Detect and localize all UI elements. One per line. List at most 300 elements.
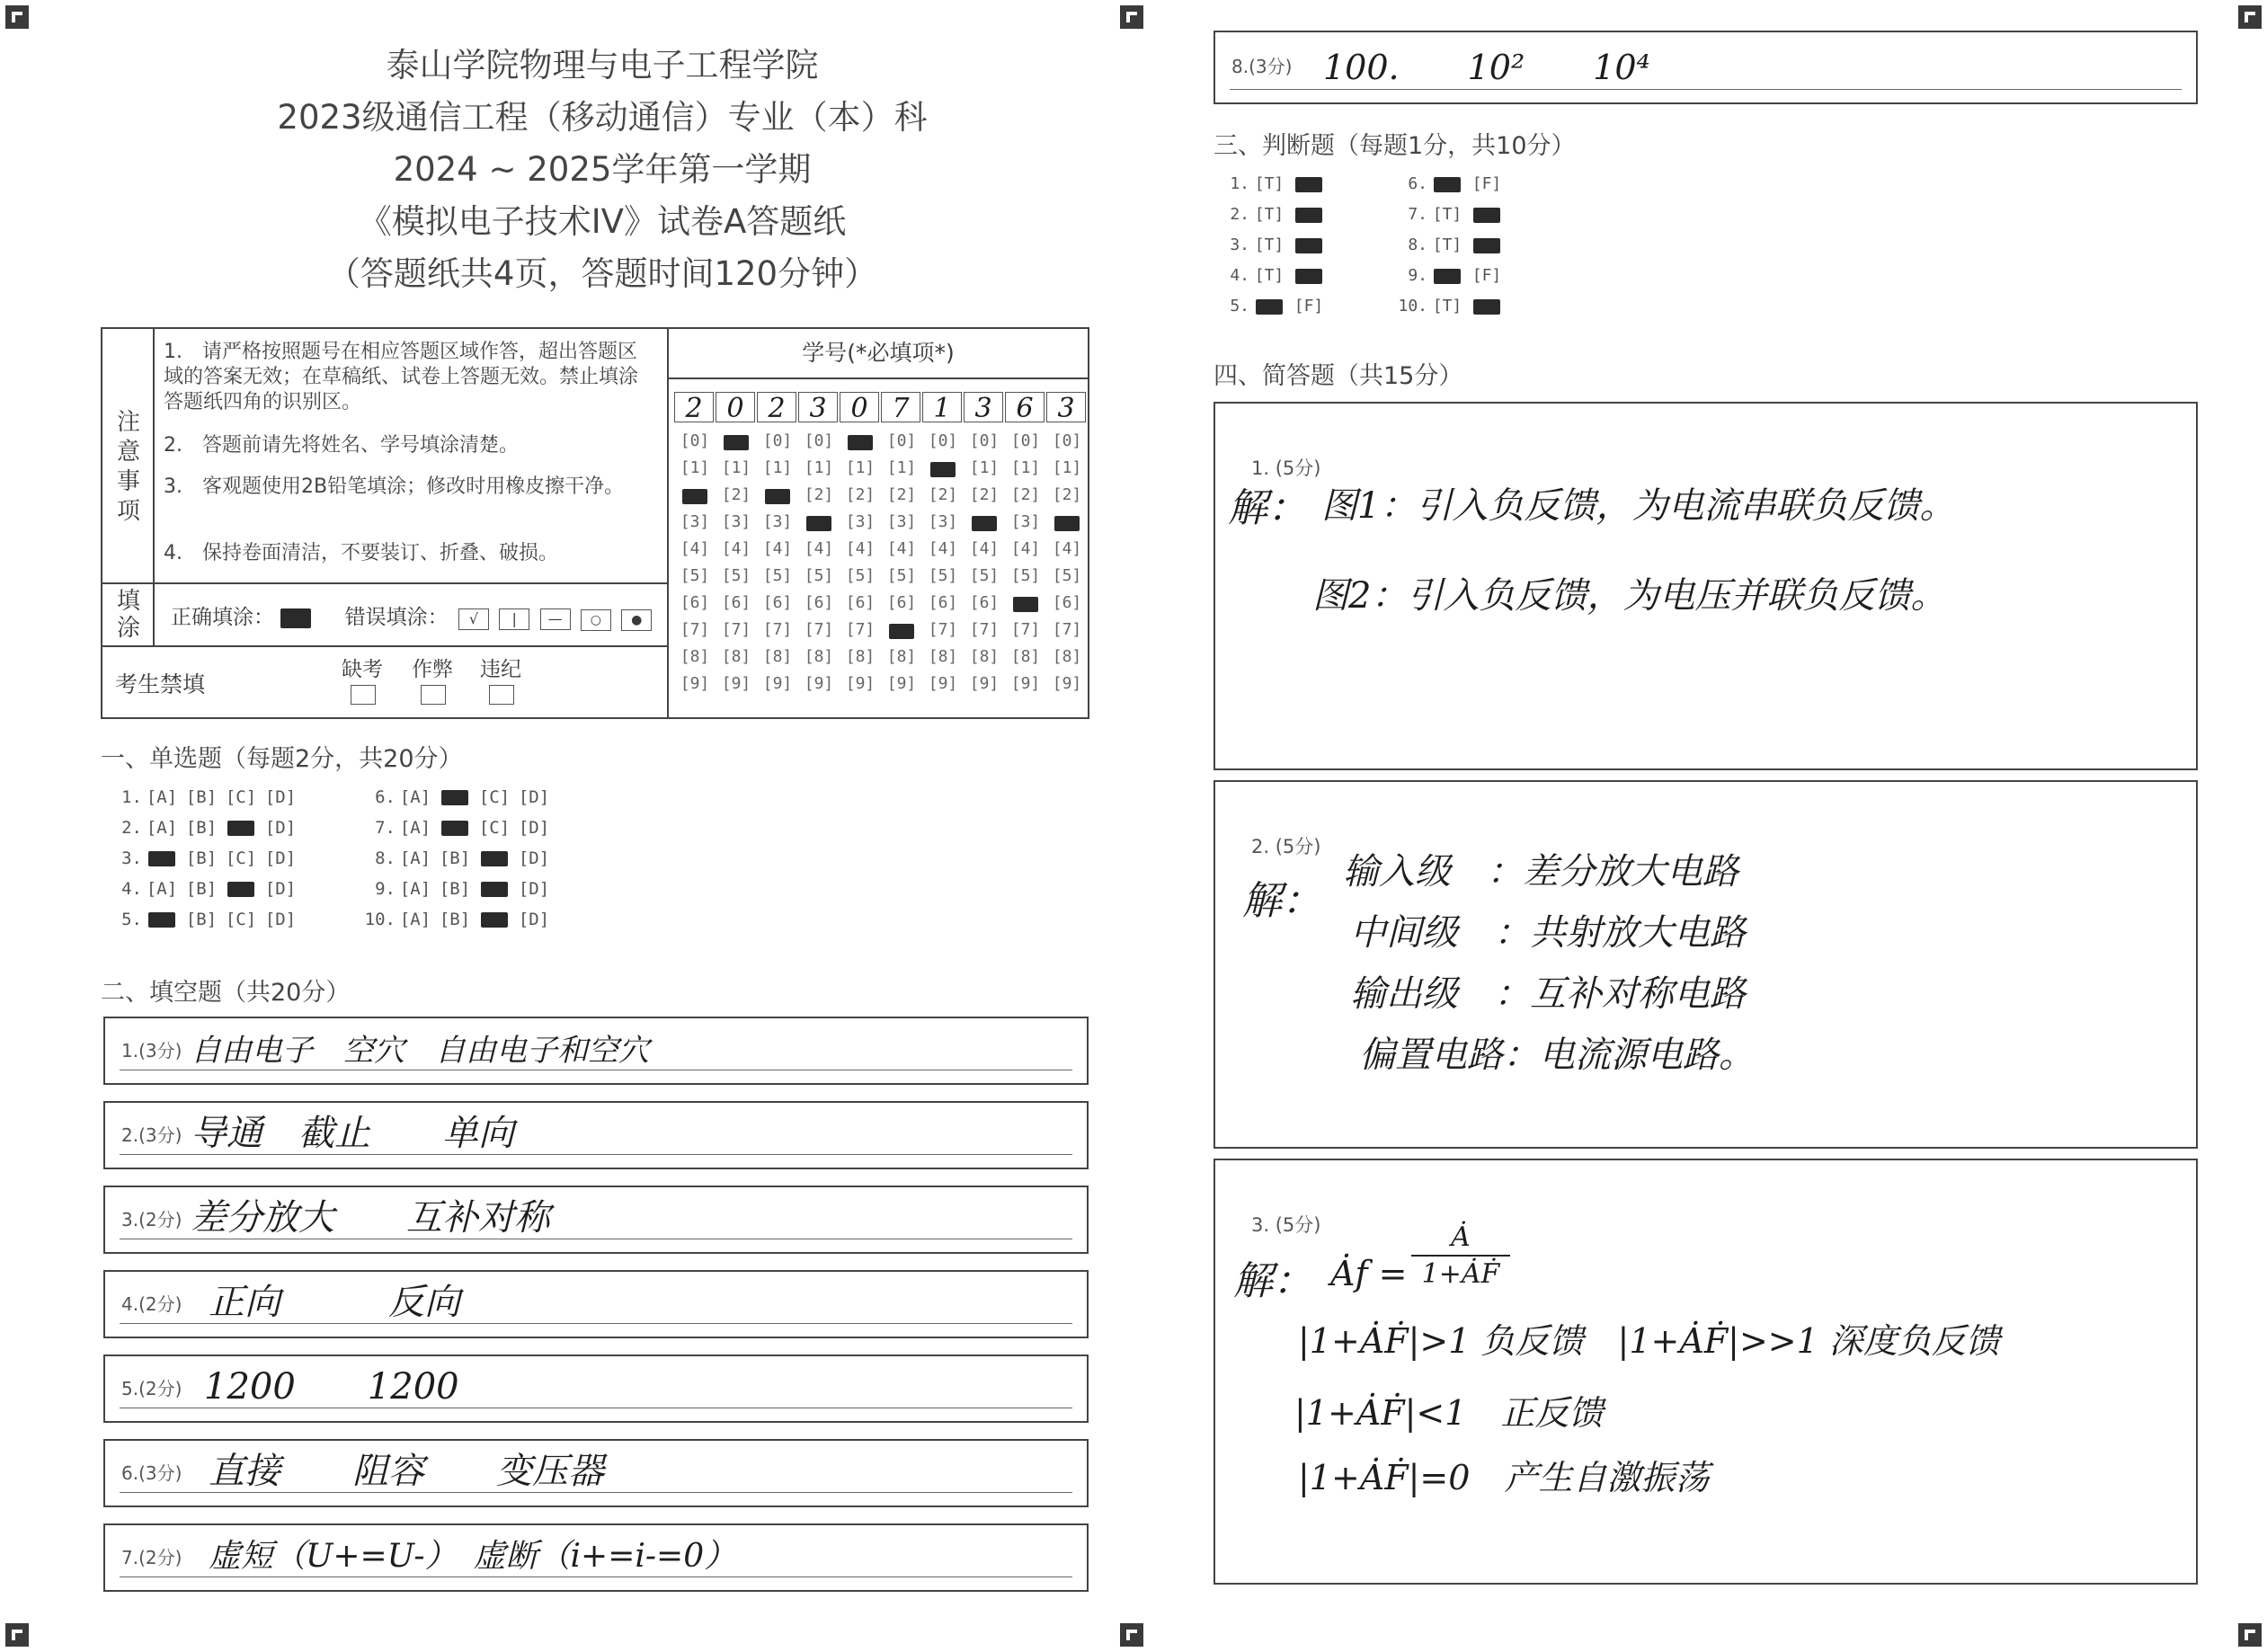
fill-blank-4-label: 4.(2分) [121,1293,182,1315]
choice-option[interactable]: [D] [264,818,297,838]
student-id-bubble[interactable]: [8] [804,647,834,666]
student-id-title: 学号(*必填项*) [802,340,955,366]
choice-option[interactable]: [D] [264,787,297,807]
short-answer-3 [1214,1159,2198,1585]
student-id-bubble[interactable]: [8] [680,647,710,666]
fill-blank-5-label: 5.(2分) [121,1378,182,1399]
formula-fraction [1411,1221,1510,1290]
student-id-bubble[interactable]: [0] [969,431,1000,450]
notice-item-4: 4. 保持卷面清洁，不要装订、折叠、破损。 [164,542,558,564]
filled-mark [1295,269,1322,284]
single-choice-question [360,910,554,929]
notice-item-1: 1. 请严格按照题号在相应答题区域作答，超出答题区域的答案无效；在草稿纸、试卷上答题无效。禁止填涂答题纸四角的识别区。 [164,341,639,413]
short-answer-1-jie: 解： [1228,485,1307,531]
forbid-absent-box[interactable] [351,685,376,705]
answer-line [120,1323,1072,1324]
student-id-bubble[interactable]: [4] [845,539,876,558]
question-number: 6. [375,787,396,807]
student-id-bubble[interactable]: [1] [886,458,917,477]
true-false-option[interactable]: [T] [1432,235,1462,254]
forbid-cheat-label: 作弊 [412,658,453,681]
student-id-digit-cell[interactable]: 3 [964,392,1003,422]
student-id-bubble[interactable]: [6] [680,593,710,612]
student-id-bubble[interactable]: [1] [845,458,876,477]
true-false-option[interactable]: [T] [1254,174,1285,193]
student-id-bubble[interactable]: [6] [804,593,834,612]
choice-option[interactable]: [C] [225,787,257,807]
choice-option[interactable]: [A] [146,879,178,899]
choice-option[interactable]: [C] [478,787,511,807]
fill-label: 填涂 [116,588,140,642]
divider [102,645,667,647]
student-id-bubble[interactable]: [7] [804,620,834,639]
fill-blank-1-answer: 自由电子 空穴 自由电子和空穴 [191,1033,649,1069]
fill-blank-1 [103,1017,1089,1085]
section3-heading: 三、判断题（每题1分，共10分） [1214,132,1576,160]
forbid-cheat-box[interactable] [421,685,446,705]
true-false-option[interactable]: [T] [1254,266,1285,285]
student-id-bubble[interactable]: [9] [886,674,917,693]
student-id-bubble[interactable]: [4] [886,539,917,558]
student-id-bubble[interactable]: [5] [721,566,751,585]
choice-option[interactable]: [B] [439,910,471,929]
short-answer-3-line3: |1+ȦḞ|=0 产生自激振荡 [1298,1458,1710,1497]
choice-option[interactable] [142,910,182,929]
student-id-digit-cell[interactable]: 0 [716,392,755,422]
question-number: 5. [121,910,142,929]
student-id-bubble[interactable]: [8] [1010,647,1041,666]
question-number: 9. [375,879,396,899]
filled-mark [148,912,175,928]
student-id-bubble[interactable]: [6] [928,593,958,612]
question-number: 8. [375,848,396,868]
true-false-option[interactable] [1467,235,1507,254]
question-number: 5. [1230,297,1249,315]
true-false-question [1224,174,1329,193]
true-false-option[interactable] [1467,297,1507,315]
choice-option[interactable]: [A] [399,879,431,899]
fill-blank-6-answer: 直接 阻容 变压器 [209,1451,604,1492]
divider [153,329,155,582]
true-false-question [1224,266,1329,285]
student-id-bubble[interactable]: [9] [845,674,876,693]
student-id-bubble[interactable]: [1] [1010,458,1041,477]
student-id-bubble[interactable]: [0] [762,431,793,450]
short-answer-3-label: 3. (5分) [1251,1214,1321,1236]
fill-blank-7 [103,1523,1089,1592]
filled-mark [1473,238,1500,253]
single-choice-question [115,818,300,838]
student-id-bubble[interactable] [798,512,840,531]
true-false-option[interactable] [1289,174,1329,193]
divider [667,329,669,717]
student-id-digit-cell[interactable]: 3 [1046,392,1086,422]
choice-option[interactable]: [B] [439,848,471,868]
formula-lhs: Ȧf = [1330,1254,1408,1293]
student-id-bubble[interactable]: [4] [1052,539,1082,558]
student-id-bubble[interactable]: [3] [928,512,958,531]
filled-mark [1434,177,1461,192]
student-id-bubble[interactable]: [1] [804,458,834,477]
student-id-bubble[interactable]: [3] [1010,512,1041,531]
student-id-bubble[interactable]: [8] [762,647,793,666]
choice-option[interactable]: [B] [185,879,218,899]
notice-panel [101,327,1089,719]
student-id-bubble[interactable]: [2] [928,485,958,504]
fill-blank-8-label: 8.(3分) [1231,56,1293,77]
choice-option[interactable]: [C] [225,848,257,868]
corner-mark-top-left [5,5,29,29]
student-id-bubble[interactable]: [6] [762,593,793,612]
true-false-option[interactable]: [F] [1471,174,1502,193]
student-id-bubble[interactable]: [9] [1010,674,1041,693]
choice-option[interactable]: [A] [146,818,178,838]
student-id-bubble[interactable]: [7] [680,620,710,639]
single-choice-question [115,879,300,899]
short-answer-3-line1: |1+ȦḞ|>1 负反馈 |1+ȦḞ|>>1 深度负反馈 [1298,1321,2000,1361]
choice-option[interactable]: [D] [518,879,550,899]
single-choice-question [360,787,554,807]
student-id-digit-cell[interactable]: 2 [757,392,796,422]
student-id-digit-cell[interactable]: 2 [674,392,714,422]
student-id-bubble[interactable]: [7] [928,620,958,639]
fill-blank-5-answer: 1200 1200 [204,1366,459,1408]
wrong-fill-label: 错误填涂： [344,606,449,629]
true-false-option[interactable]: [T] [1432,297,1462,315]
fill-blank-2-label: 2.(3分) [121,1124,182,1146]
student-id-bubble[interactable] [964,512,1005,531]
student-id-bubble[interactable]: [7] [1052,620,1082,639]
student-id-bubble[interactable]: [7] [1010,620,1041,639]
fill-blank-4 [103,1270,1089,1338]
wrong-example-dot: ● [621,609,652,631]
corner-mark-top-center [1120,5,1143,29]
true-false-option[interactable]: [F] [1471,266,1502,285]
choice-option[interactable]: [B] [185,848,218,868]
student-id-digit-cell[interactable]: 3 [798,392,838,422]
fill-blank-1-label: 1.(3分) [121,1040,182,1061]
true-false-option[interactable] [1289,205,1329,224]
choice-option[interactable]: [A] [399,848,431,868]
header-exam-title: 《模拟电子技术IV》试卷A答题纸 [358,202,847,241]
corner-mark-top-right [2238,5,2262,29]
student-id-bubble[interactable]: [6] [969,593,1000,612]
corner-mark-bottom-right [2238,1623,2262,1647]
student-id-bubble[interactable]: [0] [886,431,917,450]
student-id-bubble[interactable]: [7] [721,620,751,639]
choice-option[interactable]: [C] [225,910,257,929]
student-id-bubble[interactable]: [4] [804,539,834,558]
student-id-bubble[interactable]: [4] [1010,539,1041,558]
question-number: 4. [121,879,142,899]
student-id-bubble[interactable] [716,431,757,450]
student-id-bubble[interactable]: [8] [845,647,876,666]
student-id-bubble[interactable]: [3] [680,512,710,531]
fill-blank-5 [103,1354,1089,1423]
notice-label: 注意事项 [116,409,140,525]
student-id-bubble[interactable]: [6] [845,593,876,612]
short-answer-2-line2: 中间级 ：共射放大电路 [1350,912,1746,954]
short-answer-3-line2: |1+ȦḞ|<1 正反馈 [1294,1393,1604,1433]
forbid-absent-label: 缺考 [342,658,383,681]
choice-option[interactable]: [C] [478,818,511,838]
student-id-bubble[interactable]: [7] [845,620,876,639]
choice-option[interactable]: [B] [185,787,218,807]
filled-mark [1434,269,1461,284]
student-id-bubble[interactable]: [9] [762,674,793,693]
header-school: 泰山学院物理与电子工程学院 [386,46,819,84]
student-id-bubble[interactable]: [0] [680,431,710,450]
choice-option[interactable] [435,787,475,807]
true-false-option[interactable]: [T] [1432,205,1462,224]
student-id-bubble[interactable]: [5] [928,566,958,585]
choice-option[interactable]: [D] [518,818,550,838]
student-id-bubble[interactable]: [8] [928,647,958,666]
student-id-bubble[interactable]: [3] [886,512,917,531]
answer-line [120,1154,1072,1155]
student-id-bubble[interactable]: [5] [1010,566,1041,585]
student-id-bubble[interactable]: [5] [969,566,1000,585]
choice-option[interactable]: [B] [439,879,471,899]
student-id-bubble[interactable]: [4] [969,539,1000,558]
short-answer-1-label: 1. (5分) [1251,457,1321,479]
student-id-bubble[interactable]: [7] [762,620,793,639]
true-false-option[interactable] [1289,235,1329,254]
forbid-label: 考生禁填 [115,671,206,697]
fill-blank-6-label: 6.(3分) [121,1462,182,1484]
student-id-bubble[interactable]: [1] [969,458,1000,477]
student-id-bubble[interactable]: [6] [721,593,751,612]
student-id-bubble[interactable]: [0] [1052,431,1082,450]
question-number: 7. [1408,205,1427,224]
filled-mark [481,912,508,928]
fill-example-row [171,600,652,631]
short-answer-2-line4: 偏置电路：电流源电路。 [1359,1035,1755,1076]
student-id-bubble[interactable]: [9] [804,674,834,693]
fill-blank-7-label: 7.(2分) [121,1547,182,1568]
student-id-bubble[interactable]: [5] [762,566,793,585]
student-id-bubble[interactable]: [9] [928,674,958,693]
choice-option[interactable] [221,818,261,838]
short-answer-1-line2: 图2：引入负反馈，为电压并联负反馈。 [1312,575,1947,617]
choice-option[interactable]: [D] [264,879,297,899]
student-id-bubble[interactable]: [9] [680,674,710,693]
student-id-bubble[interactable]: [8] [969,647,1000,666]
student-id-bubble[interactable]: [2] [845,485,876,504]
student-id-bubble[interactable]: [9] [721,674,751,693]
fill-blank-6 [103,1439,1089,1507]
student-id-digit-cell[interactable]: 0 [840,392,879,422]
short-answer-1-line1: 图1：引入负反馈，为电流串联负反馈。 [1321,485,1956,527]
header-term: 2024 ~ 2025学年第一学期 [393,150,812,189]
short-answer-2-line1: 输入级 ：差分放大电路 [1343,851,1738,893]
student-id-bubble[interactable] [840,431,881,450]
choice-option[interactable]: [B] [185,818,218,838]
single-choice-question [115,910,300,929]
student-id-bubble[interactable]: [2] [886,485,917,504]
forbid-violation-label: 违纪 [480,658,521,681]
choice-option[interactable]: [D] [518,848,550,868]
question-number: 6. [1408,174,1427,193]
section2-heading: 二、填空题（共20分） [101,979,351,1007]
filled-mark [1256,299,1283,315]
choice-option[interactable] [475,910,514,929]
student-id-bubble[interactable] [1005,593,1046,612]
student-id-digit-cell[interactable]: 7 [881,392,920,422]
student-id-bubble[interactable]: [8] [721,647,751,666]
wrong-fill-examples [455,606,652,629]
single-choice-question [360,848,554,868]
student-id-bubble[interactable]: [9] [969,674,1000,693]
student-id-bubble[interactable]: [4] [721,539,751,558]
student-id-bubble[interactable]: [1] [721,458,751,477]
student-id-bubble[interactable]: [6] [886,593,917,612]
filled-mark [441,790,468,805]
filled-mark [1473,208,1500,223]
question-number: 2. [1230,205,1249,224]
student-id-bubble[interactable] [757,485,798,504]
student-id-bubble[interactable]: [8] [1052,647,1082,666]
choice-option[interactable]: [D] [264,848,297,868]
true-false-option[interactable] [1427,266,1467,285]
question-number: 3. [1230,235,1249,254]
student-id-bubble[interactable]: [5] [845,566,876,585]
choice-option[interactable] [475,848,514,868]
divider [669,377,1088,379]
section4-heading: 四、简答题（共15分） [1214,362,1463,390]
true-false-option[interactable]: [F] [1294,297,1324,315]
student-id-bubble[interactable]: [2] [1052,485,1082,504]
choice-option[interactable]: [A] [399,910,431,929]
true-false-question [1224,297,1329,315]
student-id-bubble[interactable]: [0] [1010,431,1041,450]
student-id-bubble[interactable]: [1] [1052,458,1082,477]
student-id-bubble[interactable]: [5] [804,566,834,585]
student-id-bubble[interactable]: [1] [680,458,710,477]
student-id-bubble[interactable]: [6] [1052,593,1082,612]
filled-mark [1473,299,1500,315]
question-number: 10. [364,910,396,929]
choice-option[interactable] [475,879,514,899]
student-id-bubble[interactable]: [9] [1052,674,1082,693]
corner-mark-bottom-left [5,1623,29,1647]
fill-blank-3 [103,1186,1089,1254]
choice-option[interactable]: [B] [185,910,218,929]
answer-line [120,1492,1072,1493]
student-id-bubble[interactable]: [2] [721,485,751,504]
formula-denominator: 1+ȦḞ [1421,1258,1500,1290]
short-answer-3-jie: 解： [1233,1258,1312,1304]
student-id-bubble[interactable]: [8] [886,647,917,666]
divider [102,582,667,584]
fill-blank-8 [1214,31,2198,104]
wrong-example-circle: ○ [581,609,611,631]
choice-option[interactable]: [D] [518,910,550,929]
short-answer-2-line3: 输出级 ：互补对称电路 [1350,973,1746,1015]
notice-item-3: 3. 客观题使用2B铅笔填涂；修改时用橡皮擦干净。 [164,475,625,498]
student-id-bubble[interactable]: [3] [845,512,876,531]
choice-option[interactable]: [D] [264,910,297,929]
true-false-option[interactable]: [T] [1254,235,1285,254]
choice-option[interactable] [435,818,475,838]
choice-option[interactable] [221,879,261,899]
question-number: 7. [375,818,396,838]
filled-mark [227,821,254,836]
question-number: 1. [1230,174,1249,193]
formula-numerator: Ȧ [1451,1221,1471,1253]
student-id-bubble[interactable]: [5] [680,566,710,585]
fill-blank-3-label: 3.(2分) [121,1209,182,1230]
question-number: 8. [1408,235,1427,254]
student-id-bubble[interactable]: [2] [969,485,1000,504]
true-false-option[interactable] [1249,297,1289,315]
filled-mark [227,882,254,897]
choice-option[interactable] [142,848,182,868]
single-choice-question [360,818,554,838]
student-id-bubble[interactable] [881,620,922,639]
student-id-bubble[interactable]: [7] [969,620,1000,639]
filled-mark [1295,238,1322,253]
student-id-bubble[interactable]: [2] [804,485,834,504]
student-id-bubble[interactable] [922,458,964,477]
notice-item-2: 2. 答题前请先将姓名、学号填涂清楚。 [164,434,519,457]
choice-option[interactable]: [A] [399,787,431,807]
student-id-bubble[interactable]: [4] [680,539,710,558]
fill-blank-3-answer: 差分放大 互补对称 [191,1197,550,1239]
filled-mark [481,851,508,866]
corner-mark-bottom-center [1120,1623,1143,1647]
filled-mark [1295,208,1322,223]
filled-mark [481,882,508,897]
question-number: 4. [1230,266,1249,285]
section1-heading: 一、单选题（每题2分，共20分） [101,745,463,773]
student-id-bubble[interactable] [1046,512,1088,531]
single-choice-question [115,787,300,807]
student-id-bubble[interactable]: [2] [1010,485,1041,504]
student-id-bubble[interactable]: [4] [762,539,793,558]
true-false-option[interactable]: [T] [1254,205,1285,224]
true-false-option[interactable] [1427,174,1467,193]
short-answer-2-jie: 解： [1242,878,1321,924]
student-id-digit-cell[interactable]: 6 [1005,392,1045,422]
student-id-bubble[interactable]: [1] [762,458,793,477]
student-id-digit-cell[interactable]: 1 [922,392,962,422]
student-id-bubble[interactable]: [0] [804,431,834,450]
student-id-bubble[interactable]: [0] [928,431,958,450]
true-false-question [1224,205,1329,224]
student-id-bubble[interactable]: [4] [928,539,958,558]
correct-fill-label: 正确填涂： [171,606,274,629]
true-false-question [1224,235,1329,254]
choice-option[interactable]: [A] [146,787,178,807]
fraction-bar [1411,1255,1510,1257]
true-false-question [1390,205,1507,224]
forbid-violation-box[interactable] [489,685,514,705]
student-id-bubble[interactable]: [3] [721,512,751,531]
student-id-bubble[interactable]: [3] [762,512,793,531]
student-id-bubble[interactable]: [5] [1052,566,1082,585]
choice-option[interactable]: [A] [399,818,431,838]
true-false-option[interactable] [1289,266,1329,285]
choice-option[interactable]: [D] [518,787,550,807]
short-answer-2 [1214,780,2198,1149]
fill-blank-8-answer: 100. 10² 10⁴ [1323,48,1650,87]
filled-mark [1295,177,1322,192]
student-id-bubble[interactable] [674,485,716,504]
true-false-option[interactable] [1467,205,1507,224]
student-id-bubble[interactable]: [5] [886,566,917,585]
true-false-question [1390,174,1507,193]
